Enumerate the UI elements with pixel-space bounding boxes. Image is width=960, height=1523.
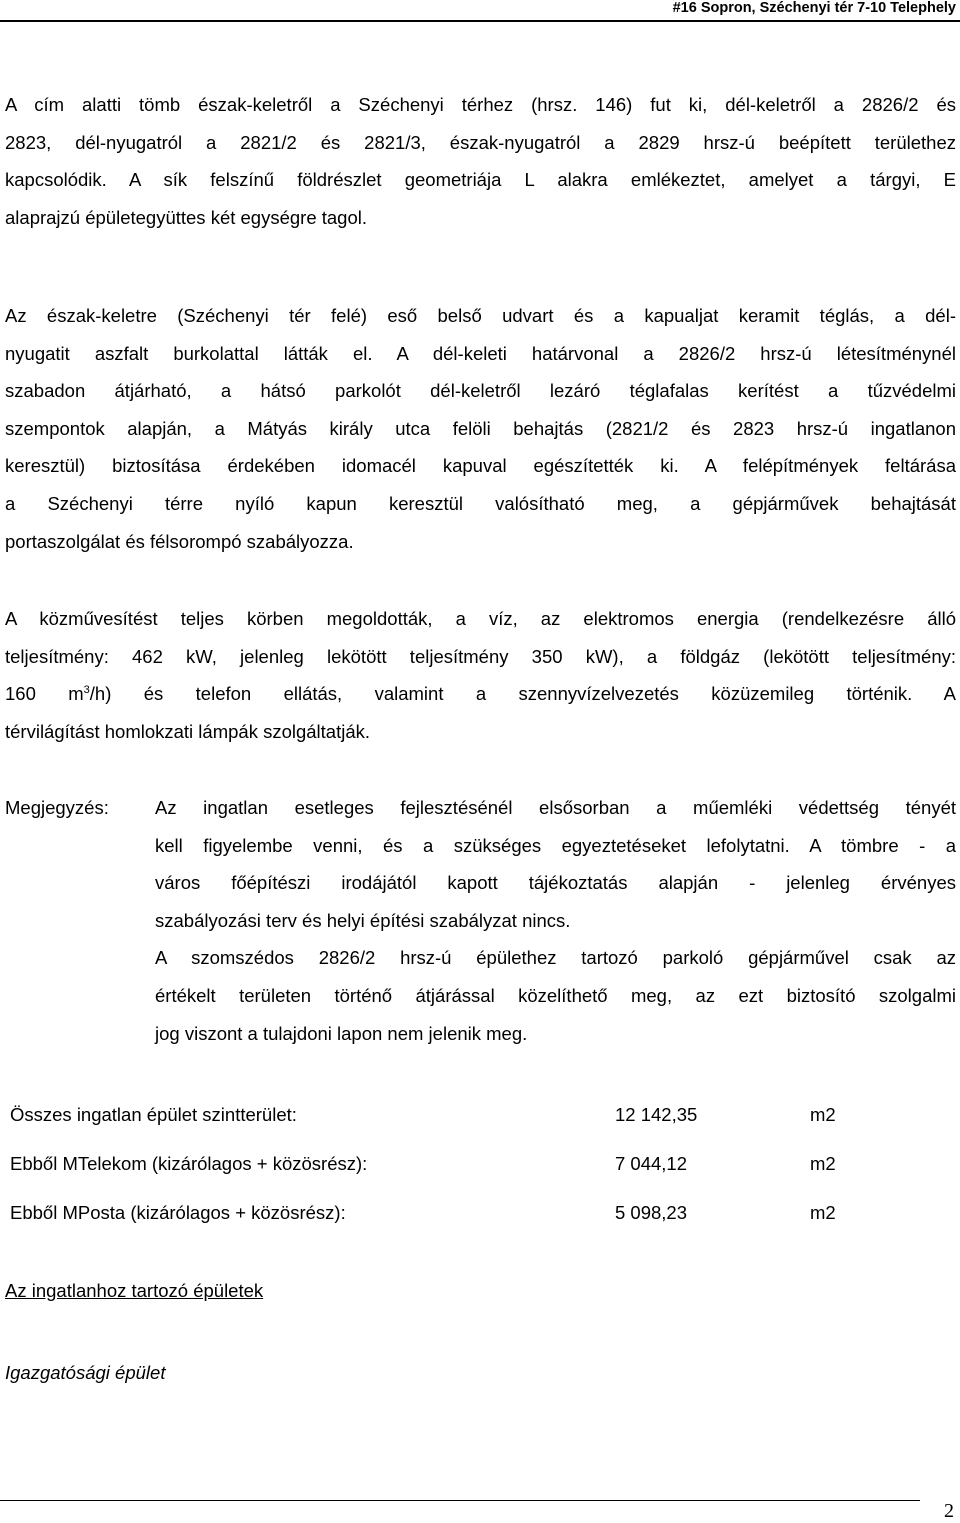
footer-rule <box>0 1500 920 1501</box>
note-label: Megjegyzés: <box>5 797 109 818</box>
subsection-heading: Igazgatósági épület <box>5 1362 166 1383</box>
area-label: Ebből MTelekom (kizárólagos + közösrész): <box>10 1153 368 1174</box>
note-body <box>155 789 956 1052</box>
note-line: kell figyelembe venni, és a szükséges egyeztetéseket lefolytatni. A tömbre - a <box>155 834 956 856</box>
paragraph-line: térvilágítást homlokzati lámpák szolgáltatják. <box>5 720 371 742</box>
paragraph-line: alaprajzú épületegyüttes két egységre tagol. <box>5 206 368 228</box>
area-row-total <box>10 1100 910 1130</box>
paragraph-line: kapcsolódik. A sík felszínű földrészlet geometriája L alakra emlékeztet, amelyet a tárgyi, E <box>5 169 956 191</box>
note-line: Az ingatlan esetleges fejlesztésénél elsősorban a műemléki védettség tényét <box>155 797 956 818</box>
paragraph-line-with-unit <box>5 675 956 713</box>
paragraph-line: portaszolgálat és félsorompó szabályozza. <box>5 530 354 552</box>
note-line: értékelt területen történő átjárással közelíthető meg, az ezt biztosító szolgalmi <box>155 984 956 1006</box>
superscript-exponent: 3 <box>83 684 90 697</box>
area-row-posta <box>10 1198 910 1228</box>
area-unit: m2 <box>810 1104 836 1125</box>
page-header <box>0 0 960 22</box>
area-row-telekom <box>10 1149 910 1179</box>
paragraph-utilities <box>5 600 956 750</box>
paragraph-line: A cím alatti tömb észak-keletről a Széchenyi térhez (hrsz. 146) fut ki, dél-keletről a 2826/2 és <box>5 94 956 115</box>
note-line: jog viszont a tulajdoni lapon nem jelenik meg. <box>155 1022 528 1044</box>
area-unit: m2 <box>810 1153 836 1174</box>
area-label: Összes ingatlan épület szintterület: <box>10 1104 297 1125</box>
paragraph-location <box>5 86 956 236</box>
paragraph-line: szabadon átjárható, a hátsó parkolót dél-keletről lezáró téglafalas kerítést a tűzvédelmi <box>5 380 956 402</box>
note-line: A szomszédos 2826/2 hrsz-ú épülethez tartozó parkoló gépjárművel csak az <box>155 947 956 969</box>
paragraph-line: a Széchenyi térre nyíló kapun keresztül valósítható meg, a gépjárművek behajtását <box>5 492 956 514</box>
paragraph-line: Az észak-keletre (Széchenyi tér felé) eső belső udvart és a kapualjat keramit téglás, a dél- <box>5 305 956 326</box>
area-value: 7 044,12 <box>615 1153 688 1174</box>
area-value: 12 142,35 <box>615 1104 698 1125</box>
paragraph-line: szempontok alapján, a Mátyás király utca felöli behajtás (2821/2 és 2823 hrsz-ú ingatlanon <box>5 417 956 439</box>
paragraph-courtyard <box>5 297 956 560</box>
area-label: Ebből MPosta (kizárólagos + közösrész): <box>10 1202 346 1223</box>
section-heading: Az ingatlanhoz tartozó épületek <box>5 1280 264 1301</box>
area-unit: m2 <box>810 1202 836 1223</box>
paragraph-line: keresztül) biztosítása érdekében idomacél kapuval egészítették ki. A felépítmények feltárása <box>5 455 956 477</box>
paragraph-line: teljesítmény: 462 kW, jelenleg lekötött teljesítmény 350 kW), a földgáz (lekötött teljesítmény: <box>5 645 956 667</box>
paragraph-line: 2823, dél-nyugatról a 2821/2 és 2821/3, észak-nyugatról a 2829 hrsz-ú beépített területhez <box>5 131 956 153</box>
paragraph-line: A közművesítést teljes körben megoldották, a víz, az elektromos energia (rendelkezésre álló <box>5 608 956 629</box>
area-value: 5 098,23 <box>615 1202 688 1223</box>
header-title: #16 Sopron, Széchenyi tér 7-10 Telephely <box>672 0 956 16</box>
unit-text: 160 m <box>5 683 84 705</box>
paragraph-line: nyugatit aszfalt burkolattal látták el. A dél-keleti határvonal a 2826/2 hrsz-ú létesítménynél <box>5 342 956 364</box>
header-rule <box>0 20 960 22</box>
paragraph-text: /h) és telefon ellátás, valamint a szennyvízelvezetés közüzemileg történik. A <box>89 683 956 705</box>
note-line: város főépítészi irodájától kapott tájékoztatás alapján - jelenleg érvényes <box>155 872 956 894</box>
page-number: 2 <box>944 1500 954 1522</box>
note-line: szabályozási terv és helyi építési szabályzat nincs. <box>155 909 571 931</box>
